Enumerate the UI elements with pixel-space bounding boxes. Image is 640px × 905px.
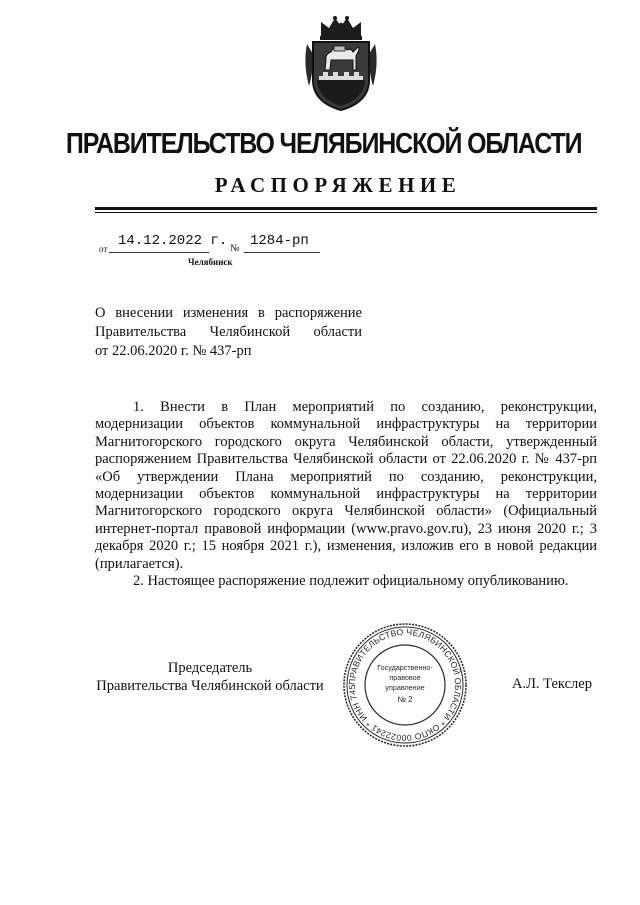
subject-line: Правительства Челябинской области bbox=[95, 324, 362, 340]
body-paragraph: 2. Настоящее распоряжение подлежит официальному опубликованию. bbox=[133, 573, 569, 590]
signer-position-line: Правительства Челябинской области bbox=[96, 678, 324, 694]
seal-inner-text: Государственно- bbox=[377, 663, 433, 672]
header-rule-thick bbox=[95, 207, 597, 210]
date-underline bbox=[109, 252, 209, 253]
number-label: № bbox=[230, 243, 240, 254]
seal-inner-text: № 2 bbox=[397, 695, 413, 704]
government-title: ПРАВИТЕЛЬСТВО ЧЕЛЯБИНСКОЙ ОБЛАСТИ bbox=[65, 128, 582, 160]
signer-position bbox=[95, 659, 325, 695]
coat-of-arms-icon bbox=[301, 14, 381, 112]
subject-line: от 22.06.2020 г. № 437-рп bbox=[95, 343, 252, 359]
number-underline bbox=[244, 252, 320, 253]
document-number: 1284-рп bbox=[250, 233, 309, 249]
document-subject bbox=[95, 304, 362, 361]
header-rule-thin bbox=[95, 212, 597, 213]
document-date: 14.12.2022 г. bbox=[118, 233, 228, 249]
body-paragraph: 1. Внести в План мероприятий по созданию, реконструкции, модернизации объектов коммунальной инфраструктуры на территории Магнитогорского городского округа Челябинской области, утвержденный распоряжением Правительства Челябинской области от 22.06.2020 г. № 437-рп «Об утверждении Плана мероприятий по созданию, реконструкции, модернизации объектов коммунальной инфраструктуры на территории Магнитогорского городского округа Челябинской области» (Официальный интернет-портал правовой информации (www.pravo.gov.ru), 23 июня 2020 г.; 3 декабря 2020 г.; 15 ноября 2021 г.), изменения, изложив его в новой редакции (прилагается). bbox=[95, 399, 597, 572]
signer-name: А.Л. Текслер bbox=[512, 676, 592, 692]
signer-position-line: Председатель bbox=[167, 660, 253, 676]
seal-outer-text: ПРАВИТЕЛЬСТВО ЧЕЛЯБИНСКОЙ ОБЛАСТИ * ОКПО 00022241 * ИНН 745 bbox=[346, 626, 464, 744]
seal-inner-text: правовое bbox=[389, 673, 421, 682]
official-seal bbox=[342, 622, 468, 748]
seal-inner-text: управление bbox=[385, 683, 425, 692]
date-prefix-label: от bbox=[99, 244, 108, 254]
document-type-title: РАСПОРЯЖЕНИЕ bbox=[214, 173, 462, 197]
document-body bbox=[95, 399, 597, 590]
document-place: Челябинск bbox=[188, 257, 233, 267]
subject-line: О внесении изменения в распоряжение bbox=[95, 305, 362, 321]
